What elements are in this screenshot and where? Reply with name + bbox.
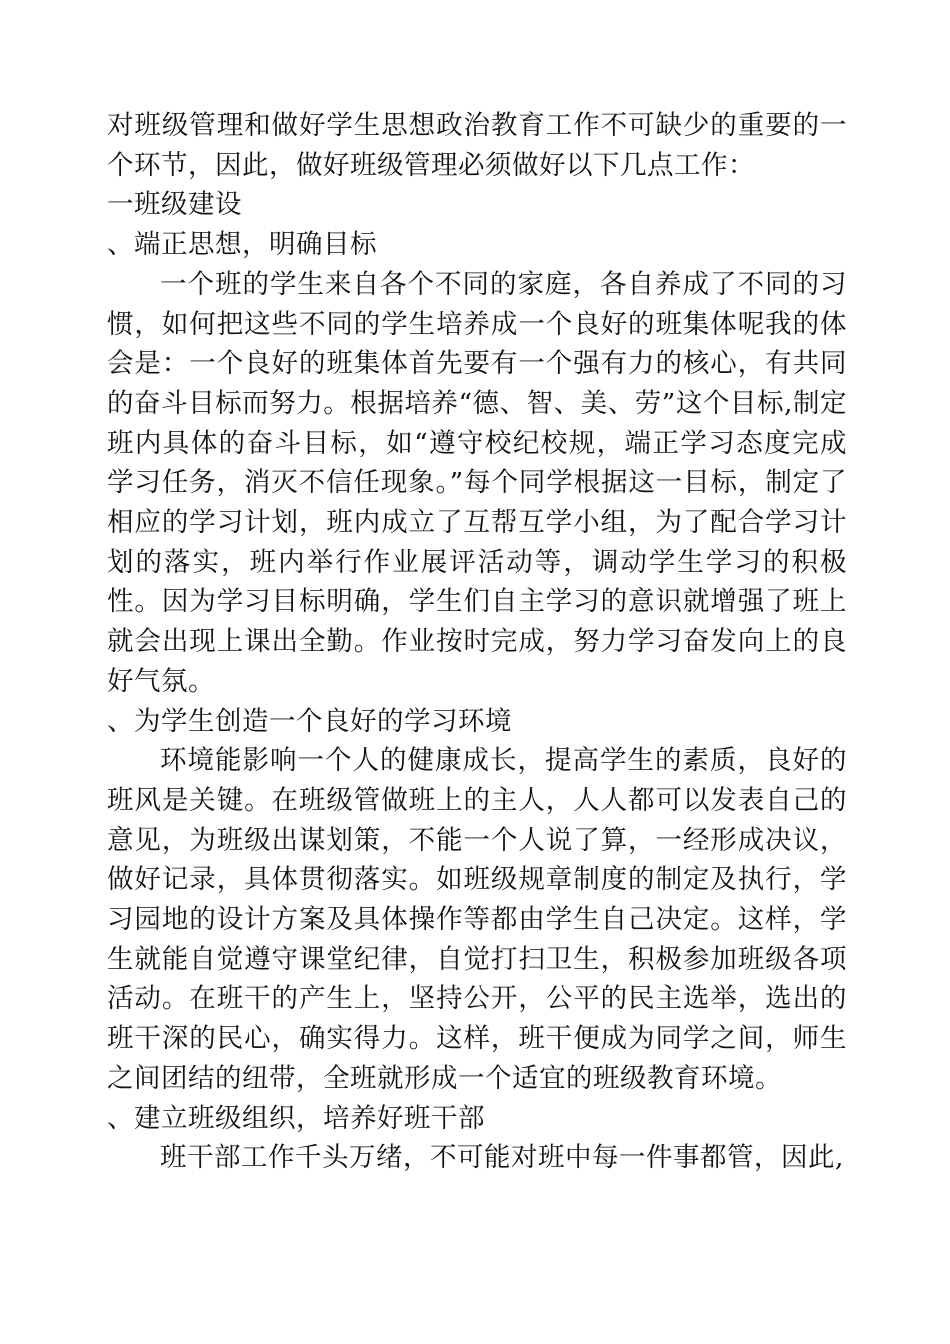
section-heading-environment: 、为学生创造一个良好的学习环境 xyxy=(107,705,512,737)
chapter-heading: 一班级建设 xyxy=(107,189,242,221)
section-paragraph-environment: 环境能影响一个人的健康成长，提高学生的素质，良好的班风是关键。在班级管做班上的主人，人人都可以发表自己的意见，为班级出谋划策，不能一个人说了算，一经形成决议，做好记录，具体贯彻落实。如班级规章制度的制定及执行，学习园地的设计方案及具体操作等都由学生自己决定。这样，学生就能自觉遵守课堂纪律，自觉打扫卫生，积极参加班级各项活动。在班干的产生上，坚持公开，公平的民主选举，选出的班干深的民心，确实得力。这样，班干便成为同学之间，师生之间团结的纽带，全班就形成一个适宜的班级教育环境。 xyxy=(107,745,847,1094)
section-paragraph-cadres: 班干部工作千头万绪，不可能对班中每一件事都管，因此, xyxy=(160,1142,844,1174)
intro-paragraph: 对班级管理和做好学生思想政治教育工作不可缺少的重要的一个环节，因此，做好班级管理必须做好以下几点工作： xyxy=(107,110,847,181)
document-body xyxy=(107,106,847,1178)
section-heading-goals: 、端正思想，明确目标 xyxy=(107,229,377,261)
section-heading-cadres: 、建立班级组织，培养好班干部 xyxy=(107,1102,485,1134)
section-paragraph-goals: 一个班的学生来自各个不同的家庭，各自养成了不同的习惯，如何把这些不同的学生培养成一个良好的班集体呢我的体会是：一个良好的班集体首先要有一个强有力的核心，有共同的奋斗目标而努力。根据培养“德、智、美、劳”这个目标,制定班内具体的奋斗目标，如“遵守校纪校规，端正学习态度完成学习任务，消灭不信任现象。”每个同学根据这一目标，制定了相应的学习计划，班内成立了互帮互学小组，为了配合学习计划的落实，班内举行作业展评活动等，调动学生学习的积极性。因为学习目标明确，学生们自主学习的意识就增强了班上就会出现上课出全勤。作业按时完成，努力学习奋发向上的良好气氛。 xyxy=(107,268,847,697)
